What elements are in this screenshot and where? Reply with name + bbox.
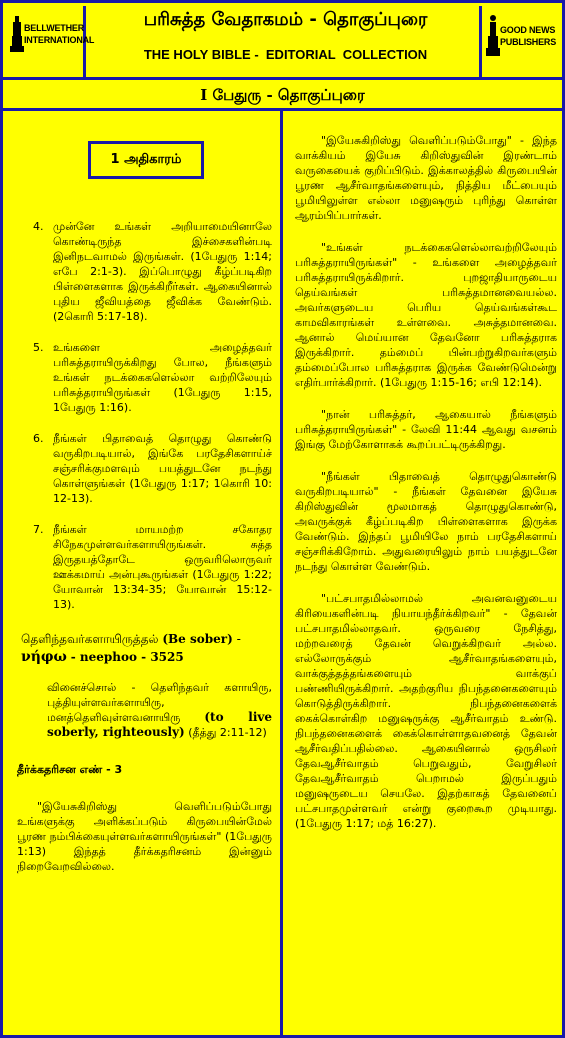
content-columns bbox=[0, 108, 565, 1038]
figure-icon bbox=[486, 14, 500, 58]
page-title-english: THE HOLY BIBLE - EDITORIAL COLLECTION bbox=[143, 47, 428, 62]
logo-left-line1: BELLWETHER bbox=[24, 23, 84, 33]
left-column bbox=[17, 141, 272, 874]
logo-right-line2: PUBLISHERS bbox=[500, 37, 557, 47]
good-news-logo bbox=[479, 6, 559, 77]
prophecy-heading: தீர்க்கதரிசன எண் - 3 bbox=[17, 763, 123, 776]
verse-text: உங்களை அழைத்தவர் பரிசுத்தராயிருக்கிறது போல, நீங்களும் உங்கள் நடக்கைகளெல்லா வற்றிலேயும் பரிசுத்தராயிருங்கள் (1பேதுரு 1:15, 1பேதுரு 1:16). bbox=[53, 341, 272, 414]
ram-figure-icon bbox=[10, 14, 24, 54]
verse-item bbox=[31, 522, 272, 612]
page-title-tamil: பரிசுத்த வேதாகமம் - தொகுப்புரை bbox=[143, 9, 428, 30]
commentary-paragraph: "நீங்கள் பிதாவைத் தொழுதுகொண்டு வருகிறபடியால்" - நீங்கள் தேவனை இயேசு கிறிஸ்துவின் மூலமாகத் தொழுதுகொண்டு, அவருக்குக் கீழ்ப்படிகிற பிள்ளைகளாக இருக்க வேண்டும். இந்தப் பூமியிலே நாம் பரதேசிகளாய் சஞ்சரிக்கிறோம். அதுவரையிலும் நாம் பயத்துடனே நடந்து கொள்ள வேண்டும். bbox=[295, 470, 557, 573]
term-dash: - bbox=[236, 632, 241, 646]
page-header bbox=[0, 0, 565, 80]
verse-number: 5. bbox=[33, 341, 44, 354]
commentary-paragraph: "உங்கள் நடக்கைகளெல்லாவற்றிலேயும் பரிசுத்தராயிருங்கள்" - உங்களை அழைத்தவர் பரிசுத்தராயிருக்கிறார். புறஜாதியாருடைய தெய்வங்கள் பரிசுத்தமானவையல்ல. அவர்களுடைய பெரிய தெய்வங்கள்கூட காமவிகாரங்கள் உள்ளவை. அசுத்தமானவை. ஆனால் மெய்யான தேவனோ பரிசுத்தராக இருக்கிறார். தம்மைப் பின்பற்றுகிறவர்களும் தம்மைப்போல பரிசுத்தராக இருக்க வேண்டுமென்று எதிர்பார்க்கிறார். (1பேதுரு 1:15-16; எபி 12:14). bbox=[295, 241, 557, 389]
verse-text: நீங்கள் மாயமற்ற சகோதர சிநேகமுள்ளவர்களாயிருங்கள். சுத்த இருதயத்தோடே ஒருவரிலொருவர் ஊக்கமாய் அன்புகூருங்கள் (1பேதுரு 1:22; யோவான் 13:34-35; யோவான் 15:12-13). bbox=[53, 523, 272, 611]
definition-reference: (தீத்து 2:11-12) bbox=[188, 726, 267, 739]
verse-item bbox=[31, 340, 272, 415]
commentary-paragraph: "இயேசுகிறிஸ்து வெளிப்படும்போது" - இந்த வாக்கியம் இயேசு கிறிஸ்துவின் இரண்டாம் வருகையைக் குறிப்பிடும். இக்காலத்தில் கிருபையின் பூரண ஆசீர்வாதங்களையும், நித்திய மீட்பையும் பூமியிலுள்ள எல்லா மனுஷரும் புரிந்து கொள்ள ஆரம்பிப்பார்கள். bbox=[295, 134, 557, 222]
bellwether-logo bbox=[6, 6, 95, 77]
verse-number: 4. bbox=[33, 220, 44, 233]
right-column bbox=[295, 133, 557, 848]
verse-item bbox=[31, 219, 272, 324]
column-divider bbox=[280, 111, 283, 1035]
verse-text: நீங்கள் பிதாவைத் தொழுது கொண்டு வருகிறபடியால், இங்கே பரதேசிகளாய்ச் சஞ்சரிக்குமளவும் பயத்துடனே நடந்து கொள்ளுங்கள் (1பேதுரு 1:17; 1கொரி 10: 12-13). bbox=[53, 432, 272, 505]
prophecy-text: "இயேசுகிறிஸ்து வெளிப்படும்போது உங்களுக்கு அளிக்கப்படும் கிருபையின்மேல் பூரண நம்பிக்கையுள்ளவர்களாயிருங்கள்" (1பேதுரு 1:13) இந்தத் தீர்க்கதரிசனம் இன்னும் நிறைவேறவில்லை. bbox=[17, 800, 272, 873]
verse-number: 7. bbox=[33, 523, 44, 536]
book-title: I பேதுரு - தொகுப்புரை bbox=[200, 86, 365, 104]
logo-right-line1: GOOD NEWS bbox=[500, 25, 556, 35]
logo-left-line2: INTERNATIONAL bbox=[24, 35, 95, 45]
term-greek: νήφω bbox=[21, 649, 67, 665]
term-transliteration: - neephoo - 3525 bbox=[70, 650, 184, 664]
verse-list bbox=[17, 219, 272, 612]
term-tamil: தெளிந்தவர்களாயிருத்தல் bbox=[21, 632, 159, 646]
verse-item bbox=[31, 431, 272, 506]
chapter-heading: 1 அதிகாரம் bbox=[88, 141, 204, 179]
book-title-bar bbox=[0, 77, 565, 111]
verse-number: 6. bbox=[33, 432, 44, 445]
definition-english: (to live soberly, righteously) bbox=[47, 710, 272, 739]
commentary-paragraph: "நான் பரிசுத்தர், ஆகையால் நீங்களும் பரிசுத்தராயிருங்கள்" - லேவி 11:44 ஆவது வசனம் இங்கு மேற்கோளாகக் கூறப்பட்டிருக்கிறது. bbox=[295, 408, 557, 451]
commentary-paragraph: "பட்சபாதமில்லாமல் அவனவனுடைய கிரியைகளின்படி நியாயந்தீர்க்கிறவர்" - தேவன் பட்சபாதமில்லாதவர். ஒருவரை நேசித்து, மற்றவரைத் தேவன் வெறுக்கிறவர் அல்ல. எல்லோருக்கும் ஆசீர்வாதங்களையும், வாக்குத்தத்தங்களையும் வாக்குப் பண்ணியிருக்கிறார். அதற்குரிய நிபந்தனைகளையும் கொடுத்திருக்கிறார். நிபந்தனைகளைக் கைக்கொள்கிற மனுஷருக்கு ஆசீர்வாதம் உண்டு. நிபந்தனைகளைக் கைக்கொள்ளாதவனைத் தேவன் ஆசீர்வதிப்பதில்லை. ஆகையினால் ஒருசிலர் தேவஆசீர்வாதம் பெறுவதும், வேறுசிலர் தேவஆசீர்வாதம் பெறாமல் இருப்பதும் மனுஷருடைய செயலே. இதற்காகத் தேவனைப் பட்சபாதமுள்ளவர் என்று குறைகூற முடியாது. (1பேதுரு 1:17; மத் 16:27). bbox=[295, 592, 557, 830]
word-study bbox=[17, 630, 272, 666]
verse-text: முன்னே உங்கள் அறியாமையினாலே கொண்டிருந்த இச்சைகளின்படி இனிநடவாமல் இருங்கள். (1பேதுரு 1:14; எபே 2:1-3). இப்பொழுது கீழ்ப்படிகிற பிள்ளைகளாக இருக்கிறீர்கள். ஆகையினால் புதிய ஜீவியத்தை ஜீவிக்க வேண்டும். (2கொரி 5:17-18). bbox=[53, 220, 272, 323]
word-definition bbox=[17, 680, 272, 740]
definition-text: வினைச்சொல் - தெளிந்தவர் களாயிரு, புத்தியுள்ளவர்களாயிரு, மனத்தெளிவுள்ளவனாயிரு bbox=[47, 681, 272, 724]
term-english: (Be sober) bbox=[162, 632, 233, 646]
